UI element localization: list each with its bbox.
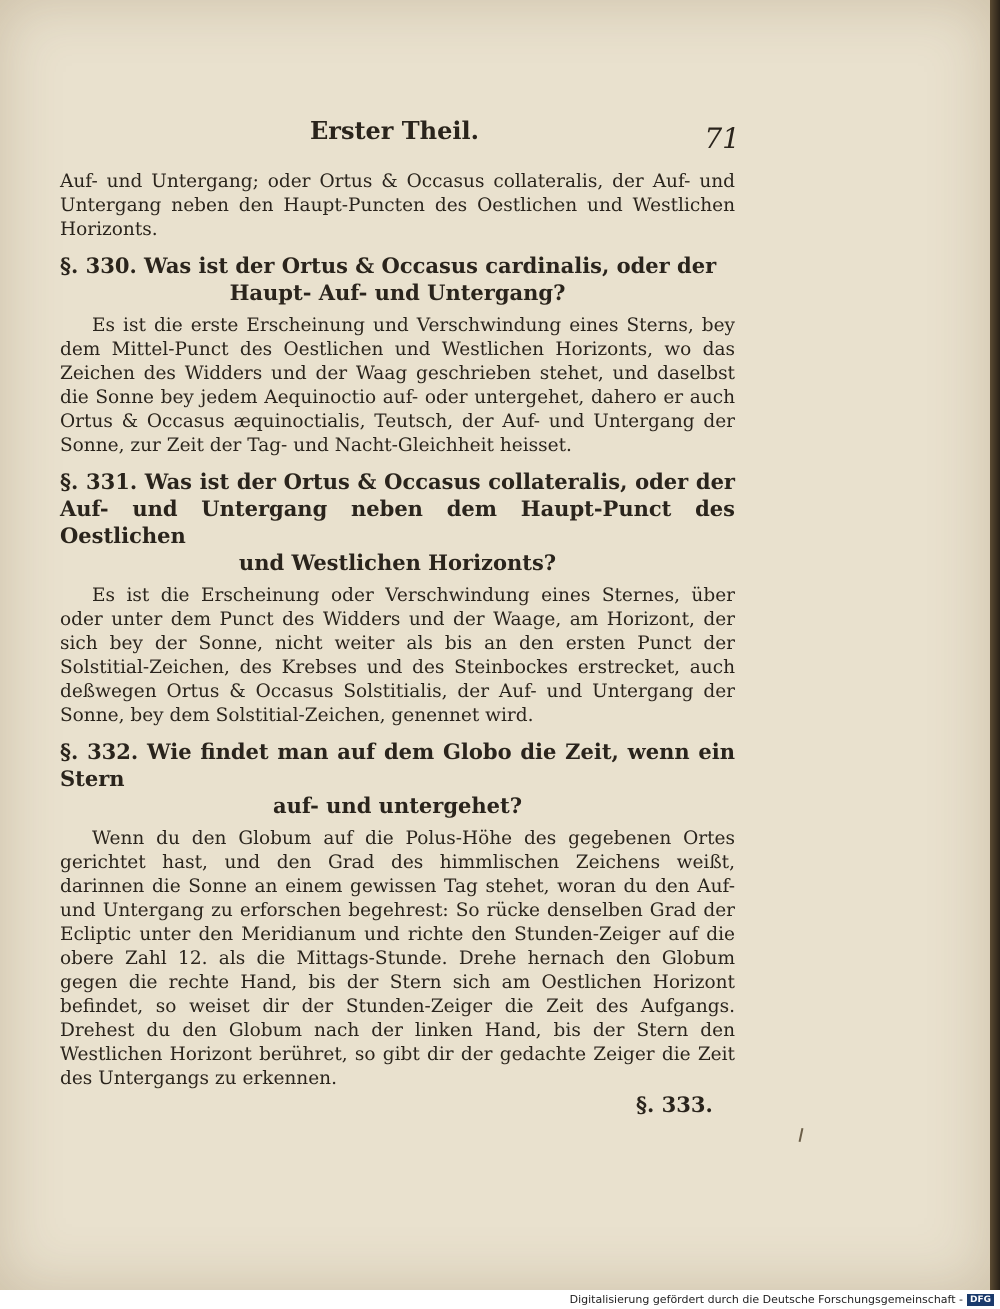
question-332 — [60, 738, 735, 819]
intro-paragraph: Auf- und Untergang; oder Ortus & Occasus collateralis, der Auf- und Untergang neben den Haupt-Puncten des Oestlichen und Westlichen Horizonts. — [60, 171, 735, 240]
question-331-line-2: und Westlichen Horizonts? — [238, 550, 557, 575]
answer-332: Wenn du den Globum auf die Polus-Höhe des gegebenen Ortes gerichtet hast, und den Grad des himmlischen Zeichens weißt, darinnen die Sonne an einem gewissen Tag stehet, woran du den Auf- und Untergang zu erforschen begehrest: So rücke denselben Grad der Ecliptic unter den Meridianum und richte den Stunden-Zeiger auf die obere Zahl 12. als die Mittags-Stunde. Drehe hernach den Globum gegen die rechte Hand, bis der Stern sich am Oestlichen Horizont befindet, so weiset dir der Stunden-Zeiger die Zeit des Aufgangs. Drehest du den Globum nach der linken Hand, bis der Stern den Westlichen Horizont berühret, so gibt dir der gedachte Zeiger die Zeit des Untergangs zu erkennen. — [60, 828, 735, 1089]
question-331-line-1: §. 331. Was ist der Ortus & Occasus collateralis, oder der Auf- und Untergang neben dem Haupt-Punct des Oestlichen — [60, 469, 735, 548]
answer-330: Es ist die erste Erscheinung und Verschwindung eines Sterns, bey dem Mittel-Punct des Oestlichen und Westlichen Horizonts, wo das Zeichen des Widders und der Waag geschrieben stehet, und daselbst die Sonne bey jedem Aequinoctio auf- oder untergehet, dahero er auch Ortus & Occasus æquinoctialis, Teutsch, der Auf- und Untergang der Sonne, zur Zeit der Tag- und Nacht-Gleichheit heisset. — [60, 315, 735, 456]
answer-331: Es ist die Erscheinung oder Verschwindung eines Sternes, über oder unter dem Punct des Widders und der Waage, am Horizont, der sich bey der Sonne, nicht weiter als bis an den ersten Punct der Solstitial-Zeichen, des Krebses und des Steinbockes erstrecket, auch deßwegen Ortus & Occasus Solstitialis, der Auf- und Untergang der Sonne, bey dem Solstitial-Zeichen, genennet wird. — [60, 585, 735, 726]
question-330-line-2: Haupt- Auf- und Untergang? — [229, 280, 566, 305]
catchword: §. 333. — [636, 1092, 713, 1117]
question-332-line-2: auf- und untergehet? — [272, 793, 523, 818]
page-header — [60, 112, 740, 155]
ink-mark — [799, 1128, 804, 1142]
question-331 — [60, 468, 735, 576]
running-title: Erster Theil. — [310, 116, 479, 145]
question-330-line-1: §. 330. Was ist der Ortus & Occasus cardinalis, oder der — [60, 253, 717, 278]
dfg-logo-icon: DFG — [967, 1294, 994, 1306]
page-number: 71 — [704, 122, 740, 155]
question-330 — [60, 252, 735, 306]
page-edge — [990, 0, 1000, 1290]
digitization-footer — [0, 1290, 1000, 1309]
question-332-line-1: §. 332. Wie findet man auf dem Globo die Zeit, wenn ein Stern — [60, 739, 735, 791]
page-body — [60, 170, 735, 1091]
footer-credit: Digitalisierung gefördert durch die Deutsche Forschungsgemeinschaft - — [569, 1293, 963, 1306]
